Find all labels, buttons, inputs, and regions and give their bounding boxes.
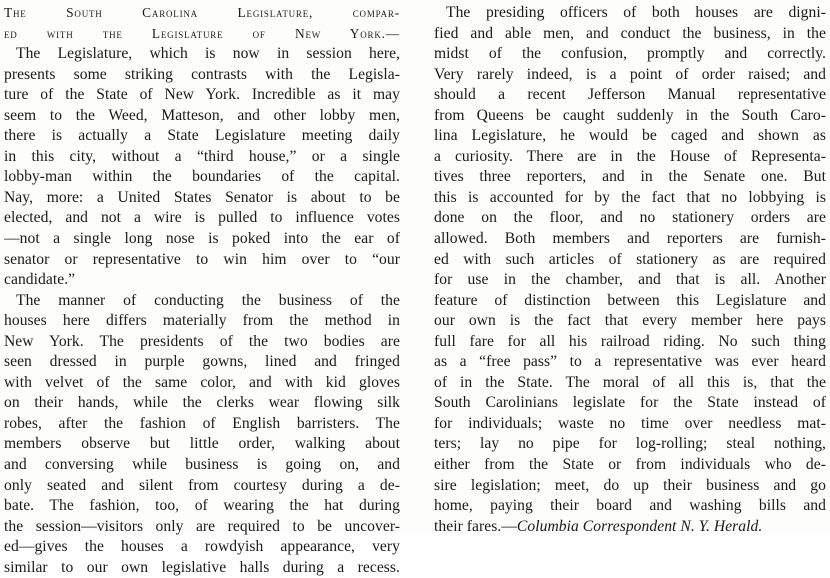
- left-line-23: and conversing while business is going on, and: [4, 456, 400, 474]
- right-line-7: lina Legislature, he would be caged and shown as: [434, 127, 826, 145]
- left-column: [4, 3, 400, 578]
- right-line-23: either from the State or from individuals who de-: [434, 456, 826, 474]
- right-line-20: South Carolinians legislate for the State instead of: [434, 394, 826, 412]
- right-column: [434, 3, 826, 537]
- right-line-14: for use in the chamber, and that is all. Another: [434, 271, 826, 289]
- right-line-10: this is accounted for by the fact that no lobbying is: [434, 188, 826, 206]
- closing-text: their fares.—: [434, 517, 517, 535]
- right-line-12: allowed. Both members and reporters are furnish-: [434, 230, 826, 248]
- left-line-19: with velvet of the same color, and with kid gloves: [4, 373, 400, 391]
- left-line-28: similar to our own legislative halls during a recess.: [4, 558, 400, 576]
- left-line-7: there is actually a State Legislature meeting daily: [4, 127, 400, 145]
- left-line-2: ed with the Legislature of New York.—: [4, 25, 400, 41]
- left-line-1: The South Carolina Legislature, compar-: [4, 5, 400, 20]
- right-column-body: [434, 3, 826, 517]
- left-line-11: elected, and not a wire is pulled to influence votes: [4, 209, 400, 227]
- right-line-5: should a recent Jefferson Manual representative: [434, 86, 826, 104]
- left-line-27: ed—gives the houses a rowdyish appearance, very: [4, 538, 400, 556]
- left-line-12: —not a single long nose is poked into the ear of: [4, 230, 400, 248]
- right-line-22: ters; lay no pipe for log-rolling; steal nothing,: [434, 435, 826, 453]
- right-line-13: ed with such articles of stationery as are required: [434, 250, 826, 268]
- right-line-25: home, paying their board and washing bills and: [434, 497, 826, 515]
- left-line-4: presents some striking contrasts with the Legisla-: [4, 65, 400, 83]
- right-line-4: Very rarely indeed, is a point of order raised; and: [434, 65, 826, 83]
- right-line-17: full fare for all his railroad riding. No such thing: [434, 332, 826, 350]
- left-line-20: on their hands, while the clerks wear flowing silk: [4, 394, 400, 412]
- right-line-24: sire legislation; meet, do up their business and go: [434, 476, 826, 494]
- right-line-2: fied and able men, and conduct the business, in the: [434, 24, 826, 42]
- signature: Columbia Correspondent N. Y. Herald.: [516, 517, 763, 535]
- right-line-8: a curiosity. There are in the House of Representa-: [434, 147, 826, 165]
- left-line-13: senator or representative to win him over to “our: [4, 250, 400, 268]
- left-line-10: Nay, more: a United States Senator is about to be: [4, 188, 400, 206]
- left-line-5: ture of the State of New York. Incredible as it may: [4, 86, 400, 104]
- right-line-16: our own is the fact that every member here pays: [434, 312, 826, 330]
- left-line-21: robes, after the fashion of English barristers. The: [4, 414, 400, 432]
- left-line-15: The manner of conducting the business of the: [16, 291, 400, 309]
- left-line-14: candidate.”: [4, 271, 76, 289]
- right-line-15: feature of distinction between this Legislature and: [434, 291, 826, 309]
- right-line-3: midst of the confusion, promptly and correctly.: [434, 45, 826, 63]
- left-line-24: only seated and silent from courtesy during a de-: [4, 476, 400, 494]
- right-line-1: The presiding officers of both houses are digni-: [446, 4, 826, 21]
- left-line-22: members observe but little order, walking about: [4, 435, 400, 453]
- right-line-9: tives three reporters, and in the Senate one. But: [434, 168, 826, 186]
- left-line-18: seen dressed in purple gowns, lined and fringed: [4, 353, 400, 371]
- left-line-25: bate. The fashion, too, of wearing the hat during: [4, 497, 400, 515]
- left-line-3: The Legislature, which is now in session here,: [16, 45, 400, 63]
- right-line-21: for individuals; waste no time over needless mat-: [434, 414, 826, 432]
- left-line-9: lobby-man within the boundaries of the capital.: [4, 168, 400, 186]
- closing-line: [434, 517, 826, 538]
- right-line-6: from Queens be caught suddenly in the South Caro-: [434, 106, 826, 124]
- right-line-11: done on the floor, and no stationery orders are: [434, 209, 826, 227]
- left-line-17: New York. The presidents of the two bodies are: [4, 332, 400, 350]
- left-line-16: houses here differs materially from the method in: [4, 312, 400, 330]
- right-line-18: as a “free pass” to a representative was ever heard: [434, 353, 826, 371]
- left-line-8: in this city, without a “third house,” or a single: [4, 147, 400, 165]
- right-line-19: of in the State. The moral of all this is, that the: [434, 373, 826, 391]
- left-line-6: seem to the Weed, Matteson, and other lobby men,: [4, 106, 400, 124]
- left-line-26: the session—visitors only are required to be uncover-: [4, 517, 400, 535]
